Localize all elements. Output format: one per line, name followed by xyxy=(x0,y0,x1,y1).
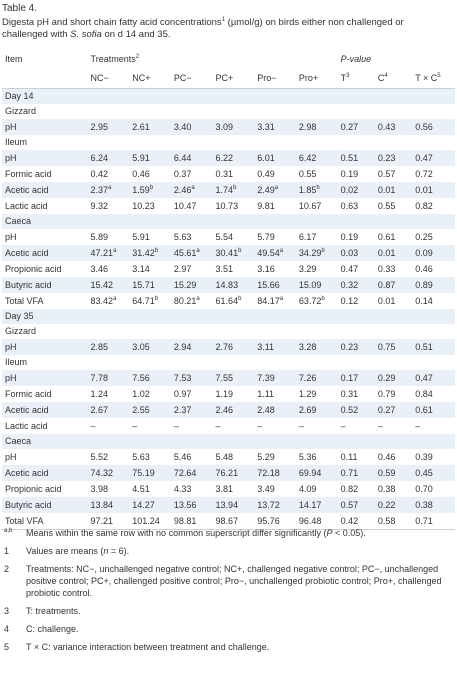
value-cell: 5.36 xyxy=(298,452,317,462)
value-cell: 13.94 xyxy=(213,497,255,513)
value-cell: 5.63 xyxy=(132,452,150,462)
header-pvalue: P-value xyxy=(340,54,372,64)
section-row xyxy=(2,135,455,150)
pvalue-cell: 0.58 xyxy=(375,513,412,530)
pvalue-cell: 0.61 xyxy=(412,402,455,418)
value-cell: 96.48 xyxy=(296,513,338,530)
pvalue-cell: 0.38 xyxy=(377,484,396,494)
section-row xyxy=(2,309,455,324)
value-cell: 10.73 xyxy=(215,201,239,211)
section-label: Ileum xyxy=(5,137,28,147)
value-cell: 1.11 xyxy=(257,389,275,399)
value-cell: 74.32 xyxy=(88,465,130,481)
header-row xyxy=(2,50,455,68)
pvalue-cell: 0.42 xyxy=(338,513,375,530)
value-cell: 14.17 xyxy=(296,497,338,513)
value-cell: 30.41$^b$ xyxy=(213,245,255,261)
value-cell: 3.16 xyxy=(257,264,275,274)
caption-species: S. sofia xyxy=(70,29,102,40)
pvalue-cell: 0.71 xyxy=(338,465,375,481)
value-cell: 6.44 xyxy=(171,150,213,166)
value-cell: 7.26 xyxy=(296,370,338,386)
value-cell: 5.52 xyxy=(90,452,109,462)
value-cell: 7.56 xyxy=(129,370,171,386)
significance-letter: a xyxy=(196,296,200,302)
pvalue-cell: 0.09 xyxy=(412,245,455,261)
value-cell: 5.79 xyxy=(257,232,275,242)
table-row xyxy=(2,261,455,277)
footnote-1 xyxy=(2,545,454,557)
value-cell: 84.17$^a$ xyxy=(257,296,284,306)
value-cell: 3.05 xyxy=(129,339,171,355)
column-header: NC+ xyxy=(129,68,171,89)
row-label: Acetic acid xyxy=(2,245,88,261)
footnotes xyxy=(2,527,454,653)
value-cell: 63.72$^b$ xyxy=(298,296,325,306)
row-label: Lactic acid xyxy=(5,421,48,431)
table-row xyxy=(2,182,455,198)
value-cell: 1.24 xyxy=(90,389,109,399)
value-cell: 6.42 xyxy=(296,150,338,166)
significance-letter: b xyxy=(321,296,325,302)
value-cell: 2.76 xyxy=(213,339,255,355)
value-cell: 10.47 xyxy=(173,201,197,211)
section-row xyxy=(2,324,455,339)
pvalue-cell: 0.84 xyxy=(415,389,433,399)
pvalue-cell: 0.31 xyxy=(340,389,359,399)
value-cell: 2.48 xyxy=(254,402,296,418)
value-cell: 2.37 xyxy=(171,402,213,418)
value-cell: 1.74$^b$ xyxy=(213,182,255,198)
section-label: Gizzard xyxy=(5,326,37,336)
pvalue-cell: 0.47 xyxy=(340,264,359,274)
footnote-mark: 1 xyxy=(4,546,10,556)
value-cell: 101.24 xyxy=(129,513,171,530)
pvalue-cell: 0.02 xyxy=(338,182,375,198)
value-cell: 1.19 xyxy=(215,389,234,399)
row-label: Butyric acid xyxy=(2,277,88,293)
footnote-mark: 5 xyxy=(4,642,10,652)
pvalue-cell: 0.01 xyxy=(375,245,412,261)
footnote-2 xyxy=(2,563,454,599)
subheader-empty xyxy=(2,68,88,89)
footnote-4 xyxy=(2,623,454,635)
value-cell: 64.71$^b$ xyxy=(132,296,159,306)
value-cell: 0.97 xyxy=(173,389,192,399)
value-cell: 0.37 xyxy=(173,169,192,179)
pvalue-cell: 0.63 xyxy=(340,201,359,211)
pvalue-cell: 0.47 xyxy=(412,370,455,386)
value-cell: 2.37$^a$ xyxy=(88,182,130,198)
value-cell: 3.46 xyxy=(90,264,109,274)
significance-letter: a xyxy=(196,248,200,254)
value-cell: 7.55 xyxy=(213,370,255,386)
value-cell: 3.81 xyxy=(215,484,234,494)
value-cell: 2.46 xyxy=(213,402,255,418)
value-cell: – xyxy=(298,421,304,431)
value-cell: 5.91 xyxy=(132,232,150,242)
value-cell: 3.29 xyxy=(298,264,317,274)
section-label: Ileum xyxy=(5,357,28,367)
significance-letter: a xyxy=(279,296,284,302)
pvalue-cell: 0.38 xyxy=(412,497,455,513)
pvalue-cell: 0.11 xyxy=(340,452,358,462)
pvalue-cell: 0.72 xyxy=(415,169,433,179)
row-label: pH xyxy=(2,370,88,386)
pvalue-cell: 0.32 xyxy=(338,277,375,293)
row-label: Total VFA xyxy=(5,296,44,306)
section-label: Day 35 xyxy=(2,309,455,324)
footnote-text: Treatments: NC−, unchallenged negative control; NC+, challenged negative control; PC−, unchallenged positive control; PC+, challenged positive control; Pro−, unchallenged probiotic control; Pro+, challenged probiotic control. xyxy=(26,564,442,598)
value-cell: 2.67 xyxy=(88,402,130,418)
table-row xyxy=(2,277,455,293)
value-cell: 45.61$^a$ xyxy=(171,245,213,261)
subheader-row xyxy=(2,68,455,89)
value-cell: 7.78 xyxy=(88,370,130,386)
value-cell: 4.09 xyxy=(298,484,317,494)
pvalue-cell: 0.75 xyxy=(375,339,412,355)
value-cell: 3.31 xyxy=(254,119,296,135)
value-cell: 7.39 xyxy=(254,370,296,386)
value-cell: 0.31 xyxy=(215,169,234,179)
table-row xyxy=(2,497,455,513)
footnote-mark: a,b xyxy=(4,528,13,534)
pvalue-cell: 0.39 xyxy=(415,452,433,462)
pvalue-cell: 0.43 xyxy=(375,119,412,135)
significance-letter: b xyxy=(238,296,242,302)
value-cell: – xyxy=(257,421,263,431)
pvalue-cell: 0.82 xyxy=(340,484,359,494)
value-cell: 15.09 xyxy=(296,277,338,293)
value-cell: 1.02 xyxy=(132,389,150,399)
table-row xyxy=(2,150,455,166)
data-table xyxy=(2,50,455,530)
row-label: Lactic acid xyxy=(5,201,48,211)
table-row xyxy=(2,465,455,481)
value-cell: 34.29$^b$ xyxy=(296,245,338,261)
footnote-text: Means within the same row with no common superscript differ significantly (P < 0.05). xyxy=(26,528,366,538)
significance-letter: a xyxy=(274,185,279,191)
pvalue-cell: 0.87 xyxy=(375,277,412,293)
footnote-mark: 3 xyxy=(4,606,10,616)
pvalue-cell: – xyxy=(415,421,421,431)
value-cell: 1.29 xyxy=(298,389,317,399)
pvalue-cell: – xyxy=(340,421,346,431)
header-treatments: Treatments$^2$ xyxy=(90,54,140,64)
value-cell: 14.27 xyxy=(129,497,171,513)
value-cell: 2.94 xyxy=(171,339,213,355)
value-cell: 15.29 xyxy=(171,277,213,293)
pvalue-cell: 0.25 xyxy=(415,232,433,242)
significance-letter: b xyxy=(233,185,237,191)
value-cell: 5.48 xyxy=(215,452,234,462)
value-cell: 31.42$^b$ xyxy=(129,245,171,261)
table-row xyxy=(2,386,455,402)
value-cell: 97.21 xyxy=(88,513,130,530)
section-label: Caeca xyxy=(2,214,455,229)
footnote-mark: 2 xyxy=(4,564,10,574)
value-cell: 3.14 xyxy=(132,264,150,274)
pvalue-cell: 0.01 xyxy=(377,296,396,306)
table-row xyxy=(2,245,455,261)
value-cell: 5.29 xyxy=(257,452,275,462)
value-cell: – xyxy=(132,421,138,431)
significance-letter: b xyxy=(154,296,159,302)
caption-text-end: on d 14 and 35. xyxy=(101,29,171,40)
footnote-text: T: treatments. xyxy=(26,606,81,616)
value-cell: 2.69 xyxy=(296,402,338,418)
caption-text: Digesta pH and short chain fatty acid concentrations xyxy=(2,17,222,28)
pvalue-cell: 0.57 xyxy=(377,169,396,179)
value-cell: 83.42$^a$ xyxy=(90,296,117,306)
value-cell: 9.32 xyxy=(90,201,109,211)
value-cell: 9.81 xyxy=(257,201,275,211)
value-cell: 0.46 xyxy=(132,169,150,179)
row-label: Acetic acid xyxy=(2,402,88,418)
value-cell: 14.83 xyxy=(213,277,255,293)
pvalue-cell: 0.27 xyxy=(338,119,375,135)
pvalue-cell: 0.82 xyxy=(415,201,433,211)
value-cell: 15.66 xyxy=(254,277,296,293)
row-label: Acetic acid xyxy=(2,182,88,198)
pvalue-cell: 0.23 xyxy=(338,339,375,355)
footnote-5 xyxy=(2,641,454,653)
value-cell: 69.94 xyxy=(296,465,338,481)
value-cell: 3.28 xyxy=(296,339,338,355)
value-cell: 3.51 xyxy=(215,264,234,274)
table-row xyxy=(2,293,455,309)
value-cell: 98.81 xyxy=(171,513,213,530)
pvalue-cell: 0.19 xyxy=(340,169,359,179)
value-cell: 3.11 xyxy=(254,339,296,355)
value-cell: 72.64 xyxy=(171,465,213,481)
pvalue-cell: 0.70 xyxy=(415,484,433,494)
significance-letter: a xyxy=(113,248,117,254)
value-cell: 95.76 xyxy=(254,513,296,530)
table-row xyxy=(2,370,455,386)
value-cell: 6.24 xyxy=(88,150,130,166)
pvalue-column-header: $T \times C^5$ xyxy=(412,68,455,89)
pvalue-cell: 0.29 xyxy=(375,370,412,386)
row-label: Propionic acid xyxy=(5,264,62,274)
pvalue-cell: 0.45 xyxy=(412,465,455,481)
column-header: PC+ xyxy=(213,68,255,89)
pvalue-cell: 0.51 xyxy=(412,339,455,355)
value-cell: 15.71 xyxy=(129,277,171,293)
pvalue-cell: 0.19 xyxy=(340,232,359,242)
value-cell: – xyxy=(173,421,179,431)
table-caption xyxy=(2,17,452,41)
value-cell: 6.01 xyxy=(254,150,296,166)
footnote-mark: 4 xyxy=(4,624,10,634)
value-cell: 3.98 xyxy=(90,484,109,494)
value-cell: 4.33 xyxy=(173,484,192,494)
pvalue-cell: 0.27 xyxy=(375,402,412,418)
pvalue-cell: – xyxy=(377,421,383,431)
significance-letter: a xyxy=(113,296,117,302)
pvalue-cell: 0.17 xyxy=(338,370,375,386)
table-row xyxy=(2,166,455,182)
value-cell: 1.85$^b$ xyxy=(296,182,338,198)
pvalue-cell: 0.46 xyxy=(377,452,396,462)
table-row xyxy=(2,339,455,355)
significance-letter: b xyxy=(316,185,320,191)
pvalue-column-header: $T^3$ xyxy=(338,68,375,89)
section-row xyxy=(2,104,455,119)
row-label: pH xyxy=(2,339,88,355)
value-cell: 5.91 xyxy=(129,150,171,166)
section-label: Caeca xyxy=(2,434,455,449)
caption-footnote-mark: 1 xyxy=(221,17,226,23)
significance-letter: b xyxy=(154,248,159,254)
value-cell: 1.59$^b$ xyxy=(129,182,171,198)
value-cell: 2.97 xyxy=(173,264,192,274)
pvalue-cell: 0.01 xyxy=(375,182,412,198)
pvalue-cell: 0.03 xyxy=(338,245,375,261)
significance-letter: a xyxy=(279,248,284,254)
value-cell: 0.49 xyxy=(257,169,275,179)
table-row xyxy=(2,119,455,135)
pvalue-cell: 0.46 xyxy=(415,264,433,274)
section-row xyxy=(2,355,455,370)
value-cell: 5.46 xyxy=(173,452,192,462)
value-cell: 15.42 xyxy=(88,277,130,293)
column-header: Pro− xyxy=(254,68,296,89)
pvalue-cell: 0.51 xyxy=(338,150,375,166)
value-cell: 2.49$^a$ xyxy=(254,182,296,198)
pvalue-cell: 0.33 xyxy=(377,264,396,274)
pvalue-cell: 0.14 xyxy=(415,296,433,306)
row-label: pH xyxy=(5,452,17,462)
value-cell: – xyxy=(90,421,96,431)
value-cell: 61.64$^b$ xyxy=(215,296,242,306)
value-cell: 2.55 xyxy=(129,402,171,418)
significance-letter: a xyxy=(191,185,195,191)
value-cell: 3.40 xyxy=(171,119,213,135)
table-row xyxy=(2,198,455,214)
footnote-text: T × C: variance interaction between treatment and challenge. xyxy=(26,642,270,652)
value-cell: 4.51 xyxy=(132,484,150,494)
column-header: PC− xyxy=(171,68,213,89)
value-cell: 5.89 xyxy=(90,232,109,242)
value-cell: 13.56 xyxy=(171,497,213,513)
table-body xyxy=(2,50,455,530)
pvalue-cell: 0.57 xyxy=(338,497,375,513)
row-label: Total VFA xyxy=(2,513,88,530)
value-cell: 6.17 xyxy=(298,232,317,242)
column-header: Pro+ xyxy=(296,68,338,89)
pvalue-cell: 0.12 xyxy=(340,296,359,306)
significance-letter: a xyxy=(108,185,112,191)
value-cell: 0.55 xyxy=(298,169,317,179)
significance-letter: b xyxy=(149,185,154,191)
pvalue-column-header: $C^4$ xyxy=(375,68,412,89)
value-cell: 13.72 xyxy=(254,497,296,513)
header-item: Item xyxy=(5,54,23,64)
value-cell: 3.09 xyxy=(213,119,255,135)
pvalue-cell: 0.56 xyxy=(412,119,455,135)
value-cell: 6.22 xyxy=(213,150,255,166)
value-cell: 2.61 xyxy=(129,119,171,135)
section-label: Day 14 xyxy=(2,89,455,105)
value-cell: 98.67 xyxy=(213,513,255,530)
pvalue-cell: 0.89 xyxy=(412,277,455,293)
significance-letter: b xyxy=(238,248,242,254)
column-header: NC− xyxy=(88,68,130,89)
value-cell: 7.53 xyxy=(171,370,213,386)
value-cell: 80.21$^a$ xyxy=(173,296,200,306)
value-cell: 76.21 xyxy=(213,465,255,481)
pvalue-cell: 0.59 xyxy=(375,465,412,481)
value-cell: 2.46$^a$ xyxy=(171,182,213,198)
pvalue-cell: 0.79 xyxy=(377,389,396,399)
table-row xyxy=(2,402,455,418)
row-label: pH xyxy=(5,232,17,242)
value-cell: 10.23 xyxy=(132,201,155,211)
table-row xyxy=(2,229,455,245)
row-label: Formic acid xyxy=(5,169,52,179)
footnote-text: Values are means (n = 6). xyxy=(26,546,130,556)
value-cell: 5.54 xyxy=(215,232,234,242)
section-label: Gizzard xyxy=(5,106,37,116)
value-cell: 47.21$^a$ xyxy=(88,245,130,261)
footnote-3 xyxy=(2,605,454,617)
pvalue-cell: 0.23 xyxy=(375,150,412,166)
table-row xyxy=(2,418,455,434)
value-cell: 49.54$^a$ xyxy=(254,245,296,261)
row-label: Propionic acid xyxy=(5,484,62,494)
pvalue-cell: 0.61 xyxy=(377,232,396,242)
pvalue-cell: 0.71 xyxy=(412,513,455,530)
table-row xyxy=(2,481,455,497)
section-row xyxy=(2,434,455,449)
value-cell: 2.98 xyxy=(296,119,338,135)
row-label: pH xyxy=(2,119,88,135)
pvalue-cell: 0.52 xyxy=(338,402,375,418)
value-cell: 5.63 xyxy=(173,232,192,242)
value-cell: 10.67 xyxy=(298,201,322,211)
value-cell: 0.42 xyxy=(90,169,109,179)
row-label: Formic acid xyxy=(5,389,52,399)
pvalue-cell: 0.55 xyxy=(377,201,396,211)
row-label: Butyric acid xyxy=(2,497,88,513)
footnote-superscript xyxy=(2,527,454,539)
section-row xyxy=(2,214,455,229)
table-row xyxy=(2,449,455,465)
pvalue-cell: 0.01 xyxy=(412,182,455,198)
value-cell: 72.18 xyxy=(254,465,296,481)
table-title: Table 4. xyxy=(2,3,38,14)
value-cell: – xyxy=(215,421,221,431)
value-cell: 2.95 xyxy=(88,119,130,135)
significance-letter: b xyxy=(321,248,325,254)
pvalue-cell: 0.47 xyxy=(412,150,455,166)
row-label: Acetic acid xyxy=(2,465,88,481)
footnote-text: C: challenge. xyxy=(26,624,79,634)
value-cell: 13.84 xyxy=(88,497,130,513)
value-cell: 2.85 xyxy=(88,339,130,355)
caption-text-cont: (µmol/g) on birds either non challenged or challenged with xyxy=(2,17,404,40)
row-label: pH xyxy=(2,150,88,166)
value-cell: 3.49 xyxy=(257,484,275,494)
value-cell: 75.19 xyxy=(129,465,171,481)
section-row xyxy=(2,89,455,105)
pvalue-cell: 0.22 xyxy=(375,497,412,513)
